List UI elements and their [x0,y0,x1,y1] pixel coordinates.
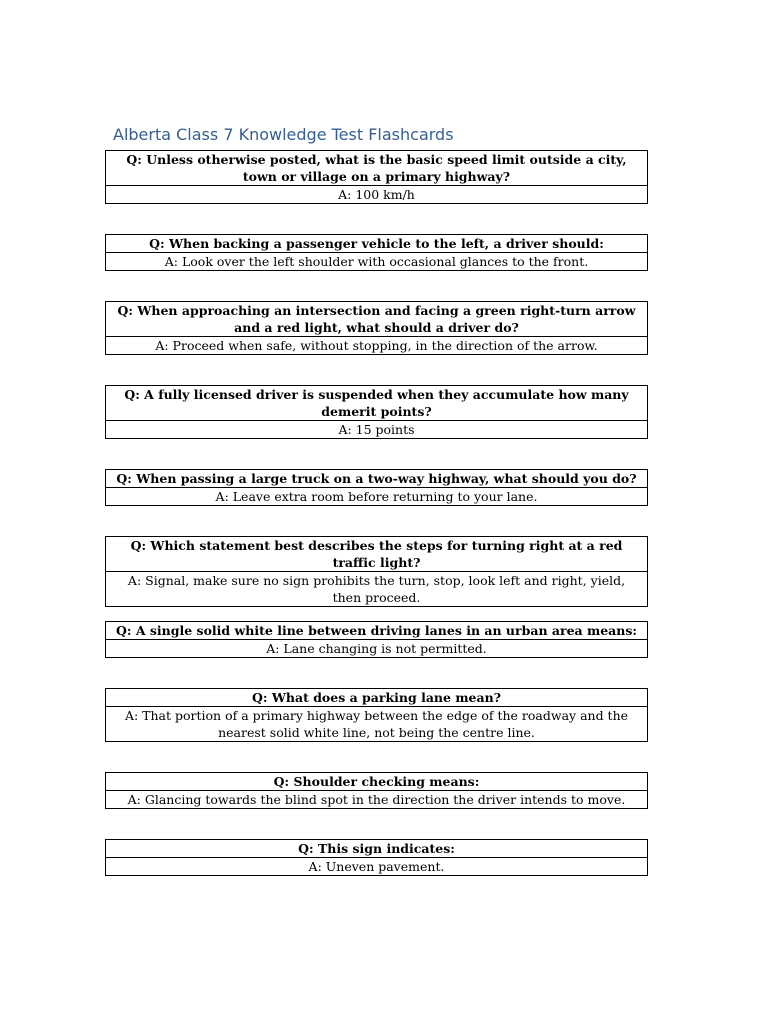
flashcard-answer: A: Uneven pavement. [106,858,648,876]
flashcard-answer: A: Glancing towards the blind spot in the direction the driver intends to move. [106,791,648,809]
flashcard-question: Q: What does a parking lane mean? [106,689,648,707]
flashcard-question: Q: When backing a passenger vehicle to the left, a driver should: [106,235,648,253]
flashcard-question: Q: Which statement best describes the steps for turning right at a red traffic light? [106,537,648,572]
flashcard-question: Q: Shoulder checking means: [106,773,648,791]
flashcard [105,621,648,658]
flashcard-question: Q: Unless otherwise posted, what is the basic speed limit outside a city, town or village on a primary highway? [106,151,648,186]
flashcard [105,536,648,607]
flashcard [105,234,648,271]
flashcard [105,150,648,204]
flashcard-answer: A: 100 km/h [106,186,648,204]
flashcard [105,385,648,439]
flashcard-question: Q: A fully licensed driver is suspended when they accumulate how many demerit points? [106,386,648,421]
flashcard [105,469,648,506]
flashcard-answer: A: That portion of a primary highway between the edge of the roadway and the nearest solid white line, not being the centre line. [106,707,648,742]
flashcard-answer: A: Proceed when safe, without stopping, in the direction of the arrow. [106,337,648,355]
flashcard-question: Q: A single solid white line between driving lanes in an urban area means: [106,622,648,640]
flashcard [105,839,648,876]
flashcard [105,688,648,742]
flashcard [105,301,648,355]
flashcard-answer: A: Signal, make sure no sign prohibits the turn, stop, look left and right, yield, then proceed. [106,572,648,607]
flashcard-answer: A: Look over the left shoulder with occasional glances to the front. [106,253,648,271]
flashcard [105,772,648,809]
flashcard-answer: A: Leave extra room before returning to your lane. [106,488,648,506]
flashcard-question: Q: When passing a large truck on a two-way highway, what should you do? [106,470,648,488]
document-title: Alberta Class 7 Knowledge Test Flashcards [113,125,454,144]
flashcard-answer: A: 15 points [106,421,648,439]
flashcard-question: Q: This sign indicates: [106,840,648,858]
flashcard-answer: A: Lane changing is not permitted. [106,640,648,658]
flashcard-question: Q: When approaching an intersection and facing a green right-turn arrow and a red light, what should a driver do? [106,302,648,337]
